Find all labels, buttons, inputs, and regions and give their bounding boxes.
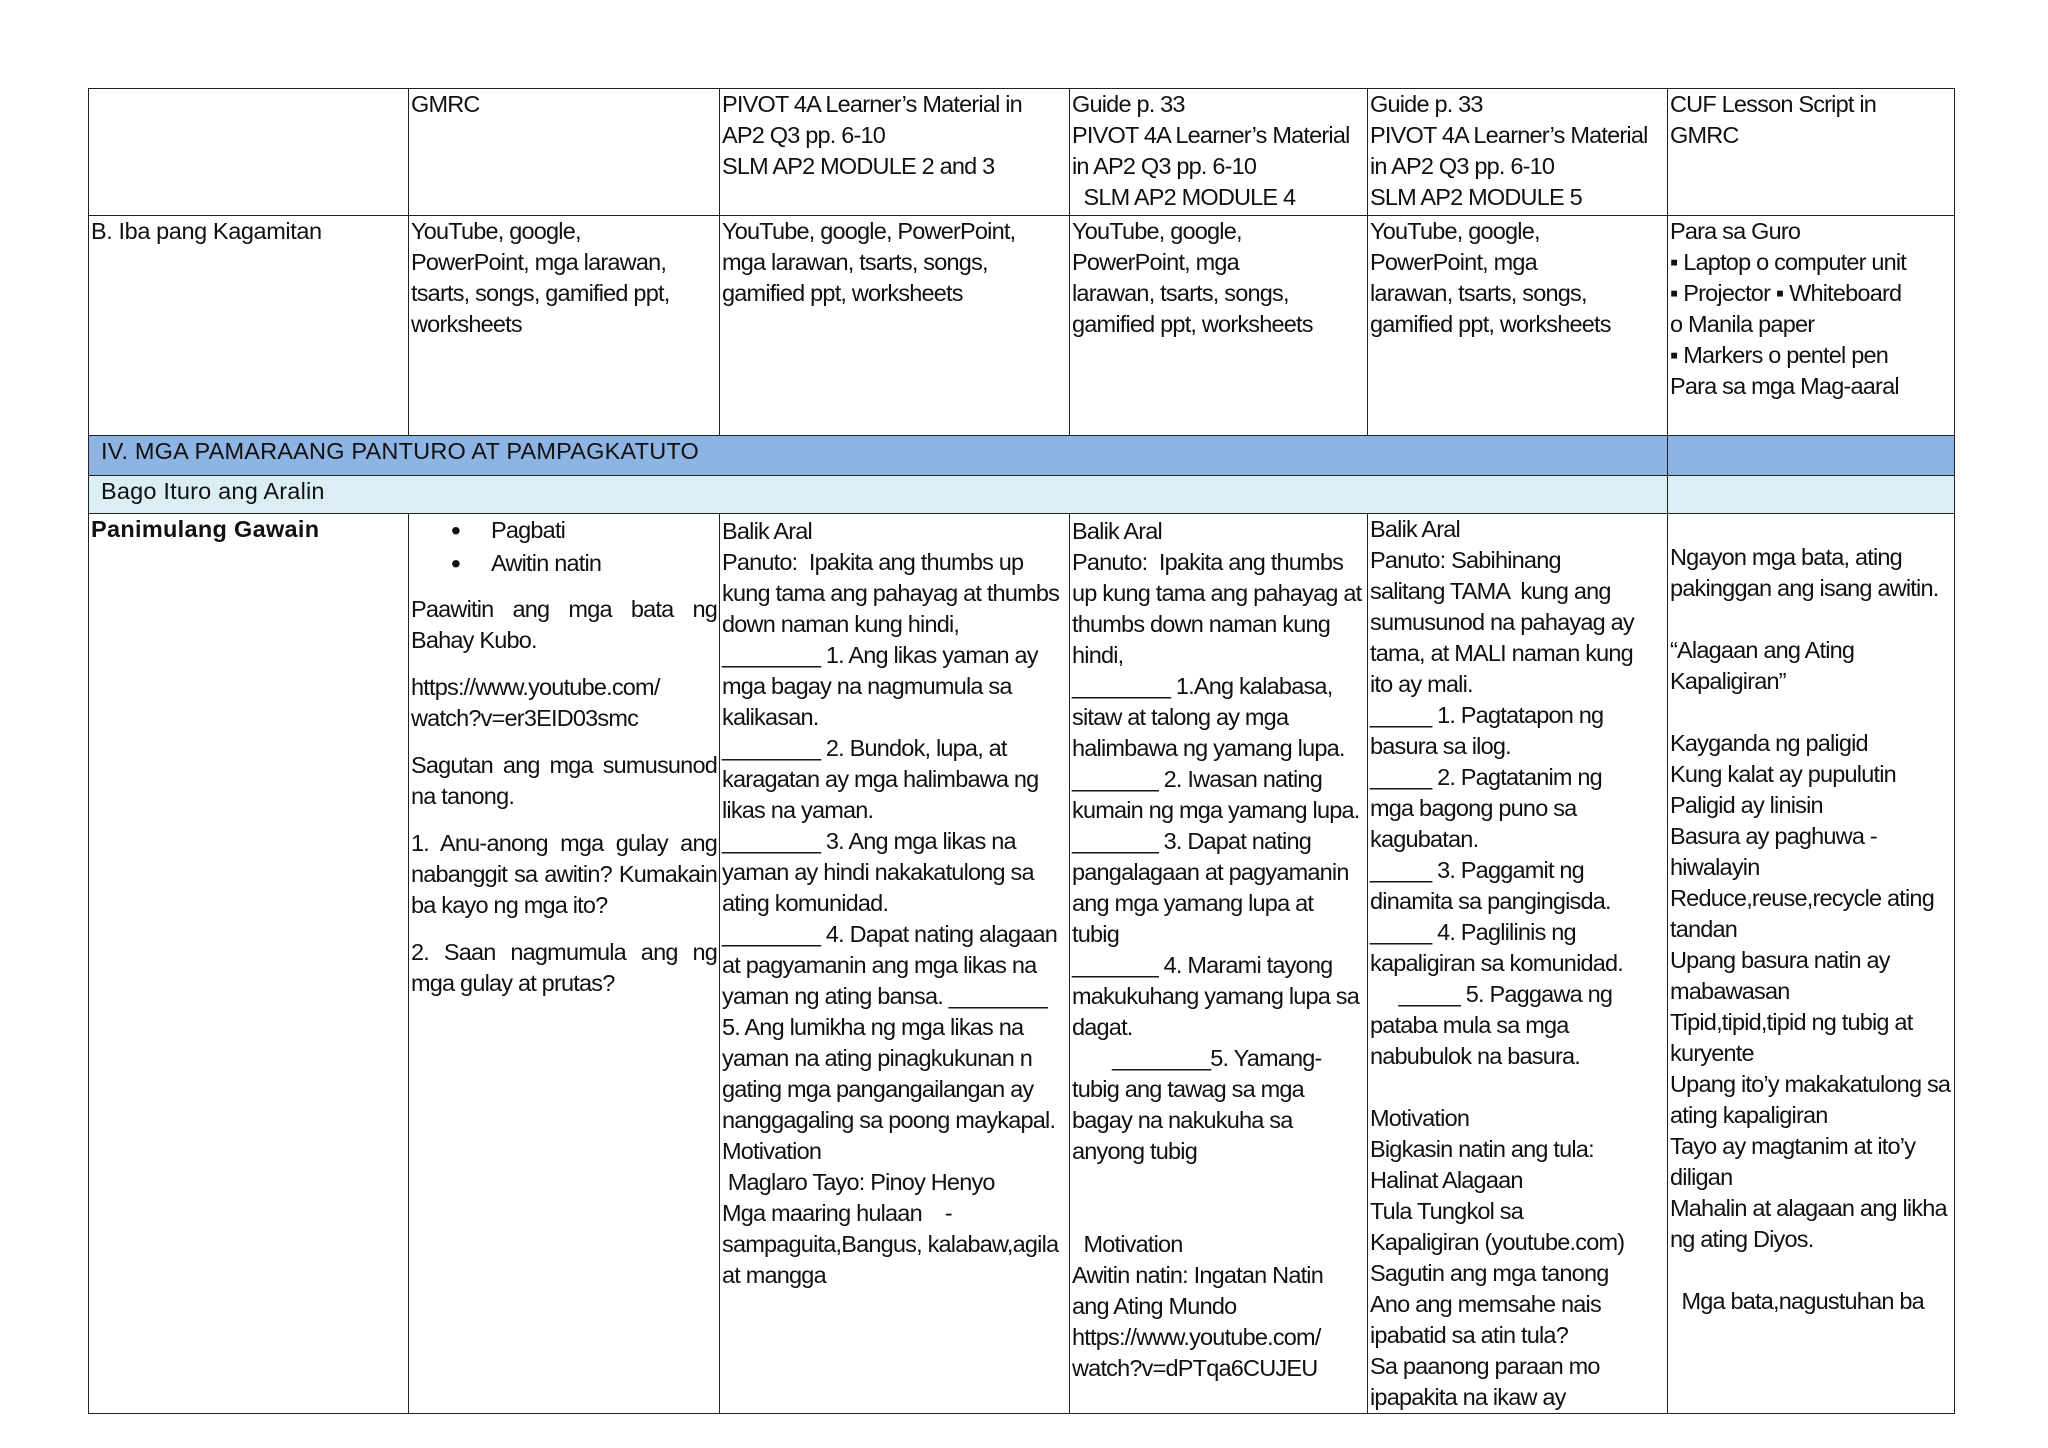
panimulang-gawain-label-cell — [89, 514, 409, 1414]
activity-line: hindi, — [1072, 642, 1124, 668]
activity-line: tubig — [1072, 921, 1119, 947]
song-line: pakinggan ang isang awitin. — [1670, 575, 1939, 601]
lesson-plan-table — [88, 88, 1955, 1414]
activity-line: mga bagong puno sa — [1370, 795, 1577, 821]
material-line: ▪ Markers o pentel pen — [1670, 342, 1889, 368]
subsection-header-empty-cell — [1668, 476, 1955, 514]
song-line: hiwalayin — [1670, 854, 1760, 880]
activity-line: gating mga pangangailangan ay — [722, 1076, 1034, 1102]
material-line: gamified ppt, worksheets — [1072, 311, 1313, 337]
material-line: PowerPoint, mga — [1370, 249, 1537, 275]
reference-line: Guide p. 33 — [1072, 91, 1185, 117]
reference-line: in AP2 Q3 pp. 6-10 — [1072, 153, 1257, 179]
song-line: mabawasan — [1670, 978, 1790, 1004]
activity-line: nanggagaling sa poong maykapal. — [722, 1107, 1056, 1133]
activity-line: Ano ang memsahe nais — [1370, 1291, 1601, 1317]
activity-line: yaman ng ating bansa. ________ — [722, 983, 1047, 1009]
references-row — [89, 89, 1955, 216]
activity-line: salitang TAMA kung ang — [1370, 578, 1611, 604]
activity-line: dagat. — [1072, 1014, 1133, 1040]
activity-line: ________ 3. Ang mga likas na — [722, 828, 1016, 854]
activity-line: ________ 1. Ang likas yaman ay — [722, 642, 1038, 668]
paragraph: Paawitin ang mga bata ng Bahay Kubo. — [411, 596, 717, 653]
activity-line: Balik Aral — [722, 518, 812, 544]
reference-line: AP2 Q3 pp. 6-10 — [722, 122, 886, 148]
activity-line: ________ 1.Ang kalabasa, — [1072, 673, 1333, 699]
activity-line: Motivation — [1370, 1105, 1470, 1131]
references-cell-4 — [1368, 89, 1668, 216]
other-materials-row — [89, 216, 1955, 436]
material-line: YouTube, google, — [1370, 218, 1540, 244]
material-line: mga larawan, tsarts, songs, — [722, 249, 988, 275]
activity-line: karagatan ay mga halimbawa ng — [722, 766, 1039, 792]
activity-line: ipabatid sa atin tula? — [1370, 1322, 1568, 1348]
subsection-header-row — [89, 476, 1955, 514]
reference-line: SLM AP2 MODULE 2 and 3 — [722, 153, 995, 179]
song-line: Kapaligiran” — [1670, 668, 1786, 694]
activity-line: kagubatan. — [1370, 826, 1479, 852]
greeting-bullet-list — [411, 514, 717, 580]
song-line: ng ating Diyos. — [1670, 1226, 1814, 1252]
activity-line: 5. Ang lumikha ng mga likas na — [722, 1014, 1024, 1040]
song-line: kuryente — [1670, 1040, 1754, 1066]
activity-line: _____ 3. Paggamit ng — [1370, 857, 1584, 883]
activity-line — [1072, 1198, 1365, 1229]
paragraph: Sagutan ang mga sumusunod na tanong. — [411, 752, 717, 809]
activity-line: Balik Aral — [1072, 518, 1162, 544]
references-cell-2 — [720, 89, 1070, 216]
activity-line: anyong tubig — [1072, 1138, 1197, 1164]
material-line: tsarts, songs, gamified ppt, — [411, 280, 670, 306]
activity-line: up kung tama ang pahayag at — [1072, 580, 1362, 606]
activity-line: sumusunod na pahayag ay — [1370, 609, 1634, 635]
song-line: tandan — [1670, 916, 1738, 942]
activity-line: tubig ang tawag sa mga — [1072, 1076, 1304, 1102]
activity-line: Awitin natin: Ingatan Natin — [1072, 1262, 1324, 1288]
reference-line: SLM AP2 MODULE 5 — [1370, 184, 1582, 210]
reference-line: SLM AP2 MODULE 4 — [1072, 184, 1296, 210]
activity-line: yaman na ating pinagkukunan n — [722, 1045, 1032, 1071]
panimulang-gawain-cell-4 — [1368, 514, 1668, 1414]
reference-line: GMRC — [411, 91, 480, 117]
other-materials-cell-1 — [409, 216, 720, 436]
references-cell-5 — [1668, 89, 1955, 216]
activity-line: _____ 2. Pagtatanim ng — [1370, 764, 1602, 790]
material-line: YouTube, google, PowerPoint, — [722, 218, 1016, 244]
material-line: PowerPoint, mga larawan, — [411, 249, 667, 275]
song-line: Kayganda ng paligid — [1670, 730, 1868, 756]
reference-line: GMRC — [1670, 122, 1739, 148]
activity-line: _______ 4. Marami tayong — [1072, 952, 1333, 978]
section-header-empty-cell — [1668, 436, 1955, 476]
material-line: ▪ Projector ▪ Whiteboard — [1670, 280, 1902, 306]
panimulang-gawain-row — [89, 514, 1955, 1414]
panimulang-gawain-cell-2 — [720, 514, 1070, 1414]
activity-line: _______ 3. Dapat nating — [1072, 828, 1312, 854]
question-1: 1. Anu-anong mga gulay ang nabanggit sa awitin? Kumakain ba kayo ng mga ito? — [411, 830, 717, 918]
material-line: gamified ppt, worksheets — [722, 280, 963, 306]
song-line: diligan — [1670, 1164, 1733, 1190]
activity-line: thumbs down naman kung — [1072, 611, 1331, 637]
activity-line: Bigkasin natin ang tula: — [1370, 1136, 1594, 1162]
reference-line: CUF Lesson Script in — [1670, 91, 1877, 117]
activity-line: makukuhang yamang lupa sa — [1072, 983, 1360, 1009]
material-line: YouTube, google, — [411, 218, 581, 244]
activity-line: dinamita sa pangingisda. — [1370, 888, 1611, 914]
activity-line: ang mga yamang lupa at — [1072, 890, 1314, 916]
activity-line: Balik Aral — [1370, 516, 1460, 542]
activity-line: Sa paanong paraan mo — [1370, 1353, 1600, 1379]
section-header-row — [89, 436, 1955, 476]
activity-line: kung tama ang pahayag at thumbs — [722, 580, 1060, 606]
activity-line: Mga maaring hulaan - — [722, 1200, 952, 1226]
song-line: Upang basura natin ay — [1670, 947, 1890, 973]
panimulang-gawain-cell-3 — [1070, 514, 1368, 1414]
activity-line[interactable]: watch?v=dPTqa6CUJEU — [1072, 1355, 1318, 1381]
activity-line: likas na yaman. — [722, 797, 874, 823]
song-line — [1670, 604, 1952, 635]
song-line: Kung kalat ay pupulutin — [1670, 761, 1896, 787]
material-line: Para sa Guro — [1670, 218, 1801, 244]
panimulang-gawain-label: Panimulang Gawain — [91, 516, 320, 542]
activity-line: nabubulok na basura. — [1370, 1043, 1581, 1069]
activity-line: sampaguita,Bangus, kalabaw,agila — [722, 1231, 1059, 1257]
activity-line: Maglaro Tayo: Pinoy Henyo — [722, 1169, 995, 1195]
subsection-header: Bago Ituro ang Aralin — [89, 476, 1668, 514]
references-label-cell — [89, 89, 409, 216]
activity-line: at mangga — [722, 1262, 826, 1288]
song-line — [1670, 697, 1952, 728]
song-line: Tipid,tipid,tipid ng tubig at — [1670, 1009, 1913, 1035]
activity-line: ________ 4. Dapat nating alagaan — [722, 921, 1058, 947]
other-materials-cell-2 — [720, 216, 1070, 436]
reference-line: PIVOT 4A Learner’s Material — [1370, 122, 1648, 148]
material-line: PowerPoint, mga — [1072, 249, 1239, 275]
activity-line: Halinat Alagaan — [1370, 1167, 1523, 1193]
activity-line: ating komunidad. — [722, 890, 889, 916]
reference-line: in AP2 Q3 pp. 6-10 — [1370, 153, 1555, 179]
activity-line: sitaw at talong ay mga — [1072, 704, 1289, 730]
activity-line: Panuto: Sabihinang — [1370, 547, 1561, 573]
bullet-item: • Awitin natin — [491, 547, 717, 580]
material-line: Para sa mga Mag-aaral — [1670, 373, 1899, 399]
panimulang-gawain-cell-5 — [1668, 514, 1955, 1414]
activity-line — [1370, 1072, 1665, 1103]
question-2: 2. Saan nagmumula ang ng mga gulay at prutas? — [411, 939, 717, 996]
activity-line: pataba mula sa mga — [1370, 1012, 1569, 1038]
activity-line: _____ 1. Pagtatapon ng — [1370, 702, 1604, 728]
other-materials-label — [89, 216, 409, 436]
panimulang-gawain-cell-1 — [409, 514, 720, 1414]
activity-line: ang Ating Mundo — [1072, 1293, 1237, 1319]
activity-line: Panuto: Ipakita ang thumbs up — [722, 549, 1024, 575]
material-line: larawan, tsarts, songs, — [1370, 280, 1587, 306]
activity-line: Motivation — [722, 1138, 822, 1164]
material-line: worksheets — [411, 311, 522, 337]
reference-line: Guide p. 33 — [1370, 91, 1483, 117]
other-materials-cell-4 — [1368, 216, 1668, 436]
song-line: Upang ito’y makakatulong sa — [1670, 1071, 1951, 1097]
material-line: larawan, tsarts, songs, — [1072, 280, 1289, 306]
activity-line: ________5. Yamang- — [1072, 1045, 1322, 1071]
activity-line: halimbawa ng yamang lupa. — [1072, 735, 1345, 761]
song-line: Mga bata,nagustuhan ba — [1670, 1288, 1924, 1314]
song-line: Reduce,reuse,recycle ating — [1670, 885, 1934, 911]
activity-line: mga bagay na nagmumula sa — [722, 673, 1012, 699]
song-line — [1670, 1255, 1952, 1286]
song-line: Basura ay paghuwa - — [1670, 823, 1877, 849]
activity-line — [1072, 1167, 1365, 1198]
activity-line: pangalagaan at pagyamanin — [1072, 859, 1349, 885]
reference-line: PIVOT 4A Learner’s Material in — [722, 91, 1022, 117]
other-materials-label-text: B. Iba pang Kagamitan — [91, 218, 322, 244]
material-line: gamified ppt, worksheets — [1370, 311, 1611, 337]
activity-line: basura sa ilog. — [1370, 733, 1511, 759]
activity-line: ipapakita na ikaw ay — [1370, 1384, 1566, 1410]
activity-line[interactable]: https://www.youtube.com/ — [1072, 1324, 1321, 1350]
activity-line: kalikasan. — [722, 704, 819, 730]
material-line: YouTube, google, — [1072, 218, 1242, 244]
activity-line: yaman ay hindi nakakatulong sa — [722, 859, 1034, 885]
song-line: “Alagaan ang Ating — [1670, 637, 1855, 663]
activity-line: ________ 2. Bundok, lupa, at — [722, 735, 1007, 761]
activity-line: Kapaligiran (youtube.com) — [1370, 1229, 1625, 1255]
activity-line: kumain ng mga yamang lupa. — [1072, 797, 1360, 823]
activity-line: ito ay mali. — [1370, 671, 1473, 697]
activity-line: down naman kung hindi, — [722, 611, 960, 637]
activity-line: tama, at MALI naman kung — [1370, 640, 1633, 666]
bullet-item: • Pagbati — [491, 514, 717, 547]
reference-line: PIVOT 4A Learner’s Material — [1072, 122, 1350, 148]
song-line: Ngayon mga bata, ating — [1670, 544, 1902, 570]
song-line: ating kapaligiran — [1670, 1102, 1828, 1128]
youtube-link[interactable]: https://www.youtube.com/ watch?v=er3EID03smc — [411, 674, 660, 731]
activity-line: _____ 5. Paggawa ng — [1370, 981, 1613, 1007]
activity-line: _______ 2. Iwasan nating — [1072, 766, 1322, 792]
other-materials-cell-3 — [1070, 216, 1368, 436]
activity-line: bagay na nakukuha sa — [1072, 1107, 1293, 1133]
song-line: Mahalin at alagaan ang likha — [1670, 1195, 1947, 1221]
activity-line: _____ 4. Paglilinis ng — [1370, 919, 1576, 945]
song-line: Paligid ay linisin — [1670, 792, 1823, 818]
song-line: Tayo ay magtanim at ito’y — [1670, 1133, 1916, 1159]
activity-line: Motivation — [1072, 1231, 1183, 1257]
section-header: IV. MGA PAMARAANG PANTURO AT PAMPAGKATUTO — [89, 436, 1668, 476]
references-cell-3 — [1070, 89, 1368, 216]
activity-line: Panuto: Ipakita ang thumbs — [1072, 549, 1344, 575]
material-line: o Manila paper — [1670, 311, 1815, 337]
other-materials-cell-5 — [1668, 216, 1955, 436]
activity-line: Sagutin ang mga tanong — [1370, 1260, 1609, 1286]
activity-line: Tula Tungkol sa — [1370, 1198, 1524, 1224]
activity-line: at pagyamanin ang mga likas na — [722, 952, 1037, 978]
references-cell-1 — [409, 89, 720, 216]
material-line: ▪ Laptop o computer unit — [1670, 249, 1907, 275]
activity-line: kapaligiran sa komunidad. — [1370, 950, 1624, 976]
